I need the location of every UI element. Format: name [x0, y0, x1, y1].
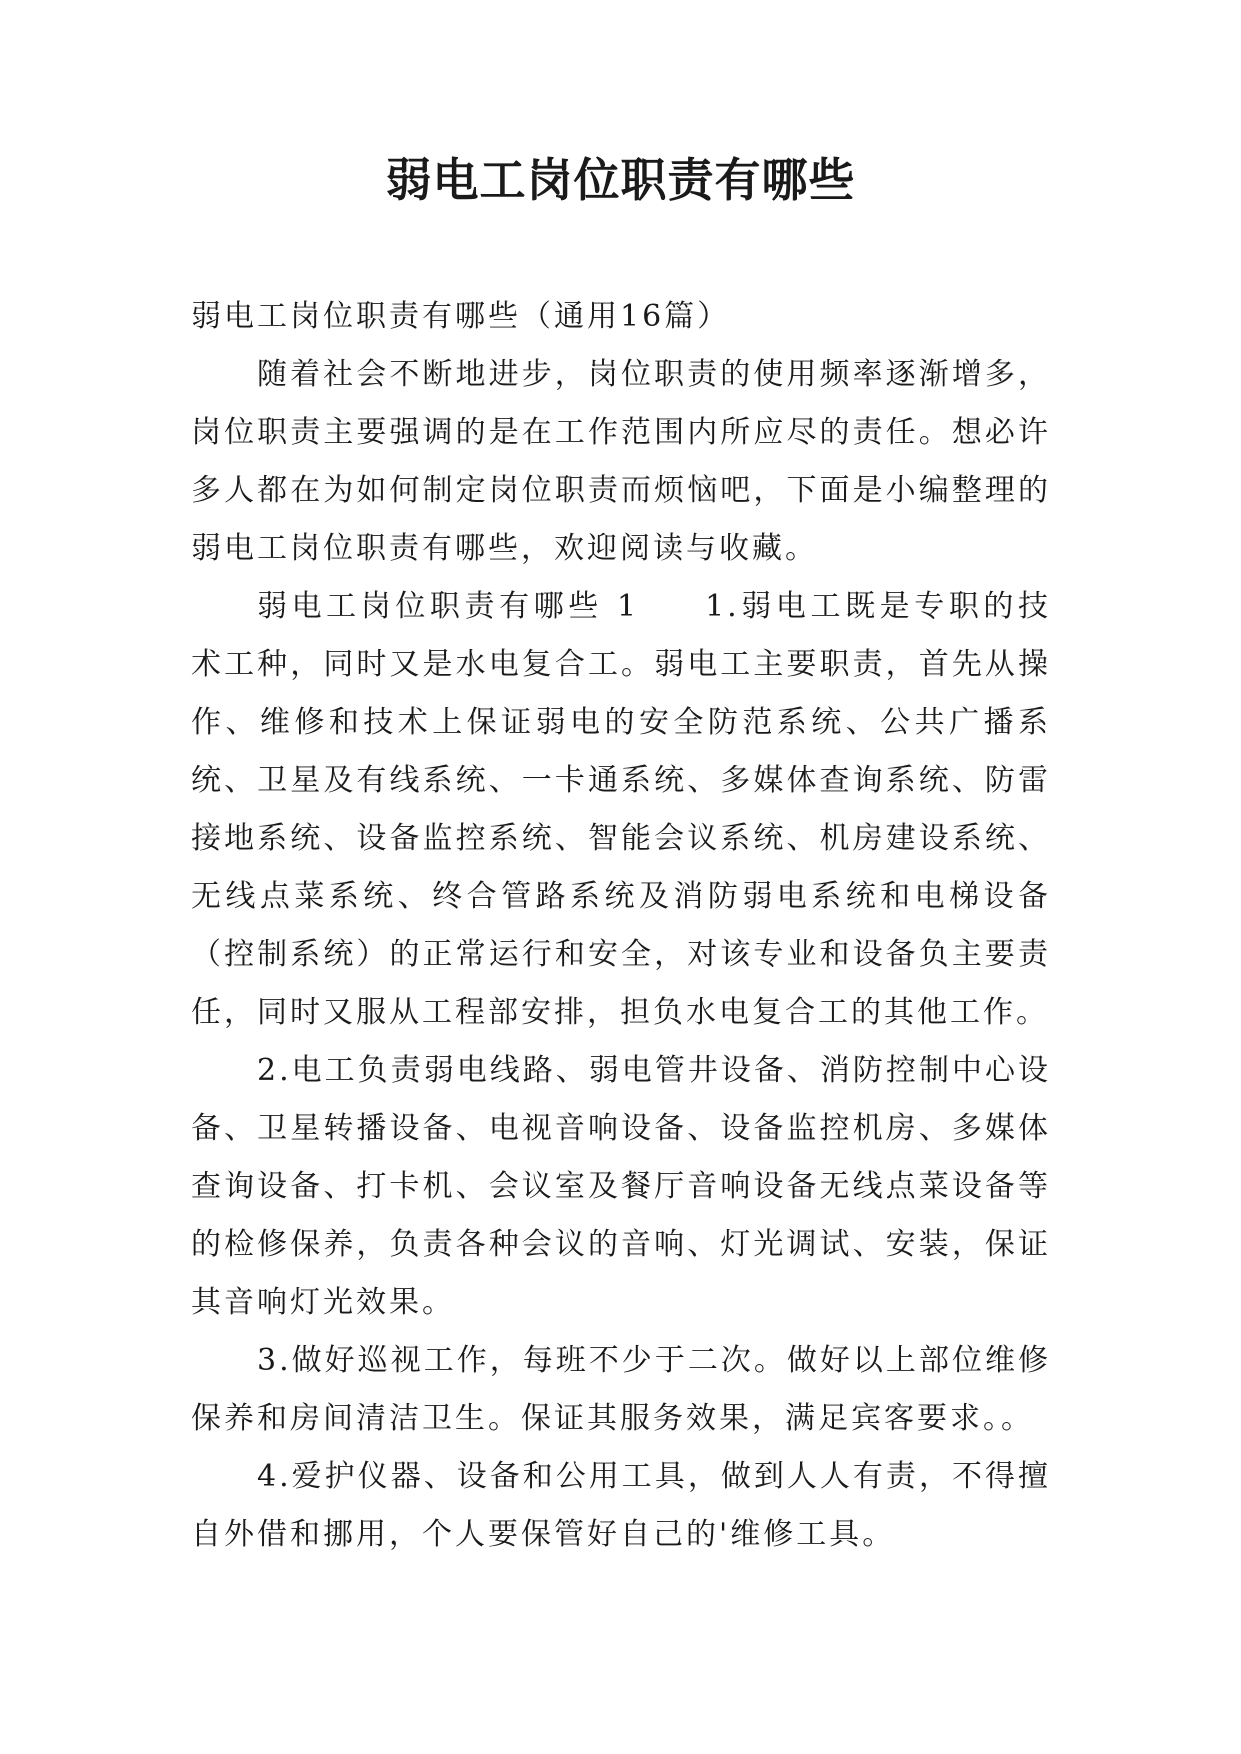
document-subtitle: 弱电工岗位职责有哪些（通用16篇）	[191, 299, 731, 334]
duty-item-4: 4.爱护仪器、设备和公用工具，做到人人有责，不得擅自外借和挪用，个人要保管好自己的'维修工具。	[191, 1459, 1051, 1552]
section-heading: 弱电工岗位职责有哪些 1	[257, 589, 640, 624]
duty-item-1: 1.弱电工既是专职的技术工种，同时又是水电复合工。弱电工主要职责，首先从操作、维修和技术上保证弱电的安全防范系统、公共广播系统、卫星及有线系统、一卡通系统、多媒体查询系统、防雷接地系统、设备监控系统、智能会议系统、机房建设系统、无线点菜系统、终合管路系统及消防弱电系统和电梯设备（控制系统）的正常运行和安全，对该专业和设备负主要责任，同时又服从工程部安排，担负水电复合工的其他工作。	[191, 589, 1052, 1030]
duty-item-2: 2.电工负责弱电线路、弱电管井设备、消防控制中心设备、卫星转播设备、电视音响设备、设备监控机房、多媒体查询设备、打卡机、会议室及餐厅音响设备无线点菜设备等的检修保养，负责各种会议的音响、灯光调试、安装，保证其音响灯光效果。	[191, 1053, 1051, 1320]
duty-item-3: 3.做好巡视工作，每班不少于二次。做好以上部位维修保养和房间清洁卫生。保证其服务效果，满足宾客要求。。	[191, 1343, 1051, 1436]
document-title: 弱电工岗位职责有哪些	[385, 153, 856, 207]
intro-paragraph: 随着社会不断地进步，岗位职责的使用频率逐渐增多，岗位职责主要强调的是在工作范围内所应尽的责任。想必许多人都在为如何制定岗位职责而烦恼吧，下面是小编整理的弱电工岗位职责有哪些，欢迎阅读与收藏。	[191, 357, 1051, 566]
section-1-paragraph	[191, 578, 1051, 1042]
section-gap	[639, 589, 705, 624]
document-body	[191, 288, 1051, 1564]
